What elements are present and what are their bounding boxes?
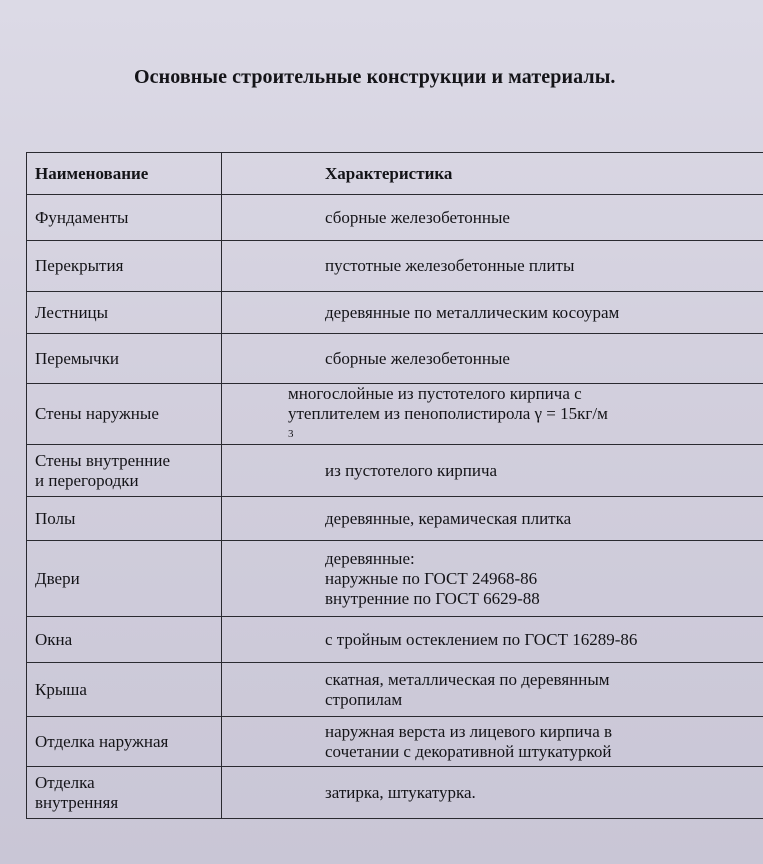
table-row	[27, 541, 763, 617]
row-name: Окна	[27, 617, 222, 663]
table-row	[27, 617, 763, 663]
row-value: деревянные, керамическая плитка	[222, 497, 763, 541]
table-row	[27, 767, 763, 819]
row-value: затирка, штукатурка.	[222, 767, 763, 819]
table-row	[27, 292, 763, 334]
row-value-line: внутренние по ГОСТ 6629-88	[325, 588, 540, 608]
table-row	[27, 445, 763, 497]
row-value: с тройным остеклением по ГОСТ 16289-86	[222, 617, 763, 663]
row-name: Лестницы	[27, 292, 222, 334]
row-value-line: стропилам	[325, 689, 403, 709]
row-value-line: деревянные:	[325, 548, 415, 568]
row-name: Отделка внутренняя	[27, 767, 222, 819]
header-name: Наименование	[27, 153, 222, 195]
superscript: 3	[288, 428, 294, 440]
table-row	[27, 663, 763, 717]
table-row	[27, 334, 763, 384]
row-value: сборные железобетонные	[222, 195, 763, 241]
table-row	[27, 195, 763, 241]
row-value-line: сочетании с декоративной штукатуркой	[325, 741, 612, 761]
row-value	[222, 541, 763, 617]
row-value	[222, 663, 763, 717]
row-name: Полы	[27, 497, 222, 541]
row-name: Перемычки	[27, 334, 222, 384]
row-name: Стены наружные	[27, 384, 222, 445]
row-value-line: утеплителем из пенополистирола γ = 15кг/м 3	[288, 404, 763, 444]
row-value	[222, 717, 763, 767]
row-name: Отделка наружная	[27, 717, 222, 767]
table-row	[27, 384, 763, 445]
row-value-line: многослойные из пустотелого кирпича с	[288, 384, 582, 403]
row-value-line: скатная, металлическая по деревянным	[325, 669, 610, 689]
row-name: Фундаменты	[27, 195, 222, 241]
row-value: деревянные по металлическим косоурам	[222, 292, 763, 334]
row-value: пустотные железобетонные плиты	[222, 241, 763, 292]
row-name: Двери	[27, 541, 222, 617]
row-value-line: наружная верста из лицевого кирпича в	[325, 721, 613, 741]
page-title: Основные строительные конструкции и материалы.	[134, 66, 616, 88]
row-value	[222, 384, 763, 445]
row-name: Стены внутренние и перегородки	[27, 445, 222, 497]
row-name: Перекрытия	[27, 241, 222, 292]
row-name: Крыша	[27, 663, 222, 717]
table-row	[27, 717, 763, 767]
row-value-line: наружные по ГОСТ 24968-86	[325, 568, 538, 588]
header-characteristic: Характеристика	[222, 153, 763, 195]
table-row	[27, 497, 763, 541]
table-row	[27, 241, 763, 292]
row-value: из пустотелого кирпича	[222, 445, 763, 497]
row-value: сборные железобетонные	[222, 334, 763, 384]
materials-table	[26, 152, 763, 819]
table-header-row	[27, 153, 763, 195]
